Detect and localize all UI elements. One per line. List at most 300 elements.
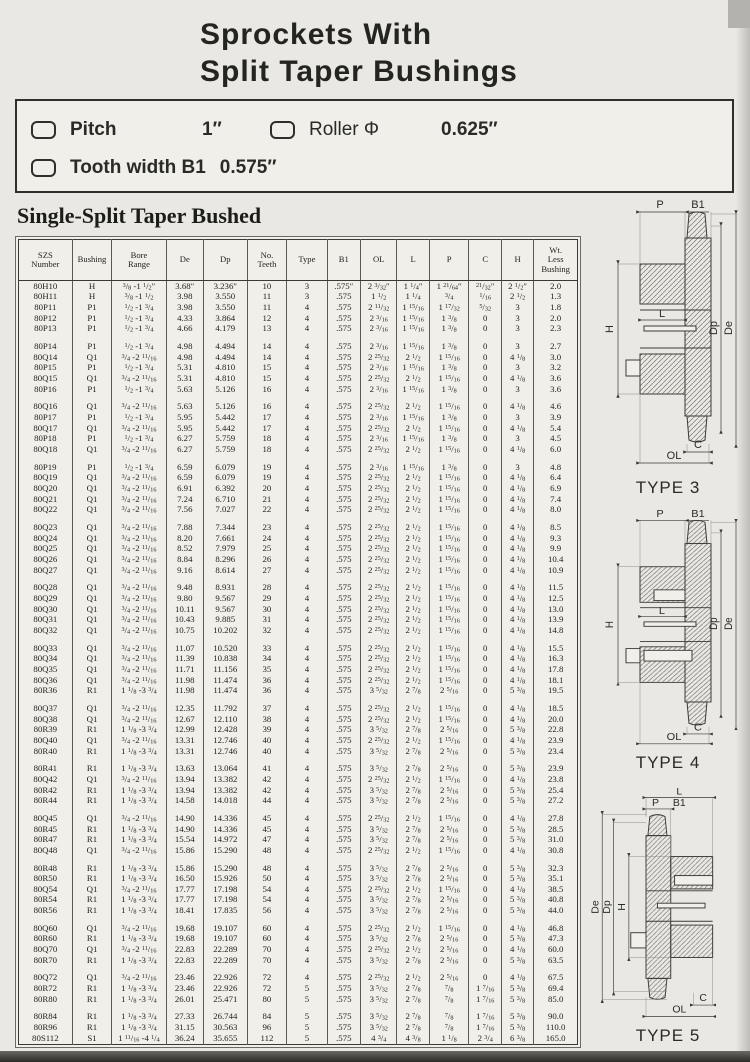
table-cell: 80Q32 [33,625,58,635]
table-cell: 2 1/2 [397,675,429,686]
table-cell: 4 1/8 [501,505,533,516]
table-cell: 0 [469,934,501,945]
table-cell: Q1 [72,973,112,984]
table-cell: Q1 [72,845,112,856]
table-cell: 1 $^{15}/_{16}$ [429,352,469,363]
table-cell: 3 5/32 [361,905,397,916]
table-cell: 3.9 [534,412,578,423]
table-cell: 14 [247,341,287,352]
table-cell: .575 [327,544,361,555]
table-cell: 80Q24 [33,532,58,543]
table-cell: 31.0 [534,834,578,845]
table-cell: 27.8 [534,813,578,824]
table-cell: 0 [469,764,501,775]
table-cell: .575 [327,654,361,665]
table-cell: 37 [247,703,287,714]
table-cell: 4 [287,352,327,363]
table-cell: 4 1/8 [501,533,533,544]
table-cell: 3 [501,462,533,473]
table-cell: 2.3 [534,324,578,335]
table-cell: 13.9 [534,615,578,626]
table-cell: 80R70 [33,955,58,965]
table-row [19,615,578,626]
table-cell: Q1 [72,714,112,725]
table-cell: Q1 [72,813,112,824]
table-cell: 23.4 [534,746,578,757]
table-cell: 5 3/8 [501,785,533,796]
table-cell: 5.31 [166,363,203,374]
table-cell: 1 15/16 [429,625,469,636]
table-cell: 2 $^3/_{16}$ [361,363,397,374]
table-cell: 1 15/16 [429,593,469,604]
table-cell: 80Q35 [33,664,58,674]
table-cell: 19.68 [166,934,203,945]
table-cell: 14.58 [166,795,203,806]
table-cell: 80P14 [34,341,57,352]
table-row [19,583,578,594]
table-row [19,643,578,654]
table-cell: 4 [287,462,327,473]
table-cell: 2 1/2 [397,402,429,413]
table-cell: 67.5 [534,973,578,984]
table-cell: .575 [327,373,361,384]
table-cell: 4 [287,955,327,966]
spec-value: 0.625″ [441,119,498,140]
table-cell: 4 1/8 [501,423,533,434]
group-gap [19,455,578,462]
table-cell: .575 [327,494,361,505]
table-cell: 2 1/2 [397,505,429,516]
table-cell: 2 7/8 [397,905,429,916]
table-cell: 4 1/8 [501,402,533,413]
table-row [19,714,578,725]
table-cell: 80Q42 [33,774,58,784]
table-cell: P1 [72,324,112,335]
table-cell: 0 [469,675,501,686]
table-cell: 9.48 [166,583,203,594]
table-row [19,905,578,916]
table-cell: 2 5/16 [429,895,469,906]
table-row [19,686,578,697]
table-cell: 3/4 -2 11/16 [112,845,166,856]
table-cell: 4.98 [166,341,203,352]
table-cell: 5 [287,983,327,994]
table-cell: Q1 [72,654,112,665]
table-cell: 16 [247,384,287,395]
table-cell: 4 [287,604,327,615]
table-cell: 15.290 [204,863,248,874]
table-cell: 1 1/8 -3 3/4 [112,873,166,884]
table-cell: 0 [469,654,501,665]
table-cell: 4 [287,384,327,395]
table-row [19,1012,578,1023]
table-cell: .575 [327,944,361,955]
table-cell: 2 25/32 [361,604,397,615]
table-cell: 4 1/8 [501,522,533,533]
table-cell: .575 [327,1012,361,1023]
dim-label-b1: B1 [691,199,705,211]
table-cell: 1 15/16 [429,604,469,615]
table-cell: 2 $^1/_2$ [397,352,429,363]
table-cell: 23.46 [166,973,203,984]
table-cell: 3 [501,302,533,313]
table-cell: 3.2 [534,363,578,374]
table-cell: R1 [72,764,112,775]
table-cell: R1 [72,955,112,966]
table-cell: 4 1/8 [501,923,533,934]
table-cell: 15.54 [166,834,203,845]
table-cell: 2 25/32 [361,774,397,785]
table-cell: 0 [469,615,501,626]
table-cell: 0 [469,735,501,746]
table-cell: 9.9 [534,544,578,555]
table-cell: 14 [247,352,287,363]
table-cell: 5 3/8 [501,863,533,874]
table-cell: 10.520 [204,643,248,654]
dim-label-h: H [617,903,629,911]
table-cell: 23.9 [534,735,578,746]
table-cell: 30 [247,604,287,615]
table-cell: 11.98 [166,675,203,686]
table-cell: Q1 [72,565,112,576]
table-cell: 2 5/16 [429,764,469,775]
table-cell: 5.63 [166,402,203,413]
table-cell: 40 [247,735,287,746]
table-cell: 2 3/16 [361,412,397,423]
table-cell: 2 7/8 [397,863,429,874]
table-cell: 1 15/16 [397,462,429,473]
dim-label-ol: OL [666,732,682,744]
table-cell: 3/4 -2 11/16 [112,944,166,955]
table-cell: R1 [72,746,112,757]
table-row [19,544,578,555]
group-gap [19,966,578,973]
table-cell: 80Q33 [33,642,58,653]
table-cell: 80P18 [34,433,57,444]
table-cell: 44 [247,795,287,806]
table-cell: 1 15/16 [429,473,469,484]
table-cell: 3.864 [204,313,248,324]
table-cell: .575 [327,402,361,413]
table-cell: 2 25/32 [361,973,397,984]
section-heading: Single-Split Taper Bushed [17,203,262,228]
table-cell: 8.296 [204,554,248,565]
dim-label-l: L [658,606,666,617]
table-cell: 7.979 [204,544,248,555]
table-cell: 1 15/16 [429,494,469,505]
table-cell: 1 $^1/_4$ [397,292,429,303]
table-cell: 1.8 [534,302,578,313]
table-cell: 2 5/16 [429,824,469,835]
table-cell: 3 5/32 [361,955,397,966]
table-cell: 1 $^1/_2$ [361,292,397,303]
table-cell: 11.71 [166,664,203,675]
table-cell: P1 [72,462,112,473]
table-cell: 2 1/2 [397,813,429,824]
table-cell: .575 [327,1022,361,1033]
table-cell: 15.926 [204,873,248,884]
table-cell: R1 [72,983,112,994]
column-header: H [501,240,533,281]
table-cell: 1 15/16 [429,774,469,785]
table-row [19,565,578,576]
table-cell: 6.27 [166,444,203,455]
table-cell: 12.428 [204,725,248,736]
table-cell: 25 [247,544,287,555]
table-cell: 1 1/8 -3 3/4 [112,1012,166,1023]
table-cell: 22 [247,505,287,516]
table-cell: 4 1/8 [501,774,533,785]
table-cell: 2 25/32 [361,583,397,594]
table-cell: 4 1/8 [501,703,533,714]
table-cell: 26.01 [166,994,203,1005]
table-cell: 47.3 [534,934,578,945]
table-cell: H [72,281,112,292]
table-cell: 0 [469,863,501,874]
table-cell: 4 [287,774,327,785]
table-cell: .575 [327,725,361,736]
table-cell: 0 [469,462,501,473]
table-cell: 23.9 [534,764,578,775]
spec-item-tooth-width [31,157,276,179]
table-cell: 0 [469,373,501,384]
table-cell: 80Q16 [33,401,58,412]
table-cell: 5 [287,1012,327,1023]
table-row [19,625,578,636]
table-cell: 4 1/8 [501,565,533,576]
table-cell: 13.31 [166,746,203,757]
table-cell: 2 $^3/_{16}$ [361,313,397,324]
table-cell: 5 [287,1022,327,1033]
table-cell: .575 [327,533,361,544]
table-cell: .575 [327,434,361,445]
table-cell: 2 5/16 [429,955,469,966]
table-cell: 14.8 [534,625,578,636]
table-cell: 27.2 [534,795,578,806]
dim-label-b1: B1 [672,798,686,810]
table-cell: 2 1/2 [397,973,429,984]
table-cell: 3/4 -2 11/16 [112,714,166,725]
table-cell: 2 25/32 [361,473,397,484]
table-cell: 2 $^1/_2''$ [501,281,533,292]
table-cell: P1 [72,384,112,395]
table-cell: .575 [327,505,361,516]
table-cell: 80R80 [33,994,58,1004]
table-cell: 0 [469,554,501,565]
table-cell: 11.474 [204,686,248,697]
table-cell: 3 5/32 [361,934,397,945]
table-cell: 2 1/2 [397,483,429,494]
table-cell: 3 5/32 [361,725,397,736]
table-cell: .575 [327,313,361,324]
table-cell: 13.31 [166,735,203,746]
table-cell: 0 [469,625,501,636]
table-cell: 5 3/8 [501,1022,533,1033]
table-cell: 23 [247,522,287,533]
table-row [19,934,578,945]
table-row [19,703,578,714]
table-cell: 1 15/16 [429,483,469,494]
table-cell: $^1/_2$ -1 $^3/_4$ [112,363,166,374]
table-cell: 4 1/8 [501,544,533,555]
table-cell: $^3/_4$ -2 $^{11}/_{16}$ [112,352,166,363]
table-cell: 80P17 [34,412,57,422]
group-gap [19,806,578,813]
table-cell: 2 7/8 [397,785,429,796]
spec-box [15,99,734,193]
table-cell: 5 3/8 [501,795,533,806]
table-cell: 2 25/32 [361,522,397,533]
table-cell: 1 15/16 [429,675,469,686]
table-cell: 29 [247,593,287,604]
table-row [19,352,578,363]
table-cell: 7/8 [429,994,469,1005]
table-cell: 1 1/8 -3 3/4 [112,824,166,835]
table-cell: R1 [72,725,112,736]
table-cell: 4 [287,703,327,714]
dim-label-c: C [699,993,707,1005]
table-cell: .575 [327,363,361,374]
table-cell: 80P12 [34,312,57,323]
table-cell: 56 [247,905,287,916]
table-cell: 11.792 [204,703,248,714]
table-cell: 39 [247,725,287,736]
table-cell: 4 [287,533,327,544]
table-row [19,341,578,352]
table-cell: .575 [327,593,361,604]
table-cell: 5 3/8 [501,983,533,994]
table-row [19,824,578,835]
table-cell: 1 $^3/_8$ [429,313,469,324]
table-cell: 41 [247,764,287,775]
table-cell: 2 25/32 [361,565,397,576]
table-cell: .575 [327,746,361,757]
table-cell: $^1/_2$ -1 $^3/_4$ [112,341,166,352]
table-body [19,281,578,1045]
dim-label-p: P [656,509,664,520]
table-cell: 4.494 [204,341,248,352]
table-cell: 21 [247,494,287,505]
table-cell: 4 [287,423,327,434]
table-cell: 80Q37 [33,703,58,713]
table-cell: Q1 [72,505,112,516]
table-cell: 1 3/8 [429,384,469,395]
table-cell: 6 3/8 [501,1033,533,1044]
table-cell: 0 [469,352,501,363]
table-cell: 10.202 [204,625,248,636]
table-cell: 4 [287,402,327,413]
table-cell: 6.59 [166,473,203,484]
table-row [19,654,578,665]
table-cell: .575 [327,983,361,994]
table-cell: 4 1/8 [501,884,533,895]
table-cell: Q1 [72,583,112,594]
table-cell: 47 [247,834,287,845]
table-cell: R1 [72,895,112,906]
table-cell: 4 [287,845,327,856]
table-cell: .575 [327,341,361,352]
table-cell: 13.94 [166,774,203,785]
table-cell: 2 25/32 [361,554,397,565]
column-header: P [429,240,469,281]
table-cell: 6.079 [204,462,248,473]
table-cell: 1 1/8 -3 3/4 [112,934,166,945]
group-gap [19,756,578,763]
table-cell: 2 $^{11}/_{32}$ [361,302,397,313]
table-cell: R1 [72,834,112,845]
table-cell: 80H11 [33,291,58,302]
table-cell: 90.0 [534,1012,578,1023]
table-cell: 3.98 [166,292,203,303]
column-header: Dp [204,240,248,281]
table-cell: 54 [247,895,287,906]
column-header: Bushing [72,240,112,281]
table-cell: 4 [287,554,327,565]
table-cell: 3.6 [534,373,578,384]
table-cell: 12.99 [166,725,203,736]
table-cell: 5.126 [204,402,248,413]
table-cell: 2 1/2 [397,565,429,576]
table-cell: 4 [287,813,327,824]
sprocket-section-drawing [604,199,736,463]
table-cell: 80R40 [33,745,58,756]
table-cell: 20 [247,483,287,494]
group-gap [19,1005,578,1012]
table-row [19,302,578,313]
table-cell: 5.4 [534,423,578,434]
table-cell: 2 3/16 [361,462,397,473]
table-cell: 3/4 -2 11/16 [112,923,166,934]
table-row [19,973,578,984]
table-cell: 1 15/16 [429,884,469,895]
table-cell: 8.614 [204,565,248,576]
table-cell: 0 [469,834,501,845]
table-cell: 6.4 [534,473,578,484]
page-title [200,16,518,90]
table-cell: 0 [469,604,501,615]
table-cell: .575 [327,884,361,895]
table-cell: .575 [327,834,361,845]
table-cell: 3/4 -2 11/16 [112,533,166,544]
table-cell: 2 $^3/_{16}$ [361,341,397,352]
table-cell: 2 25/32 [361,483,397,494]
table-cell: 3.98 [166,302,203,313]
table-cell: 44.0 [534,905,578,916]
table-cell: 19.68 [166,923,203,934]
table-cell: 25.471 [204,994,248,1005]
table-row [19,884,578,895]
table-cell: 3 5/32 [361,994,397,1005]
table-cell: R1 [72,994,112,1005]
column-header: SZS Number [19,240,73,281]
table-row [19,434,578,445]
table-cell: 1 $^3/_8$ [429,341,469,352]
table-row [19,554,578,565]
table-cell: 0 [469,714,501,725]
table-cell: 4 1/8 [501,615,533,626]
table-row [19,774,578,785]
table-cell: 3 5/32 [361,746,397,757]
table-cell: 1 15/16 [429,533,469,544]
spec-value: 1″ [202,119,222,140]
table-cell: 4 [287,905,327,916]
table-cell: 2 1/2 [397,884,429,895]
table-cell: 2 25/32 [361,505,397,516]
table-cell: 110.0 [534,1022,578,1033]
group-gap [19,515,578,522]
table-cell: 1 15/16 [429,402,469,413]
table-cell: 80Q17 [33,422,58,433]
